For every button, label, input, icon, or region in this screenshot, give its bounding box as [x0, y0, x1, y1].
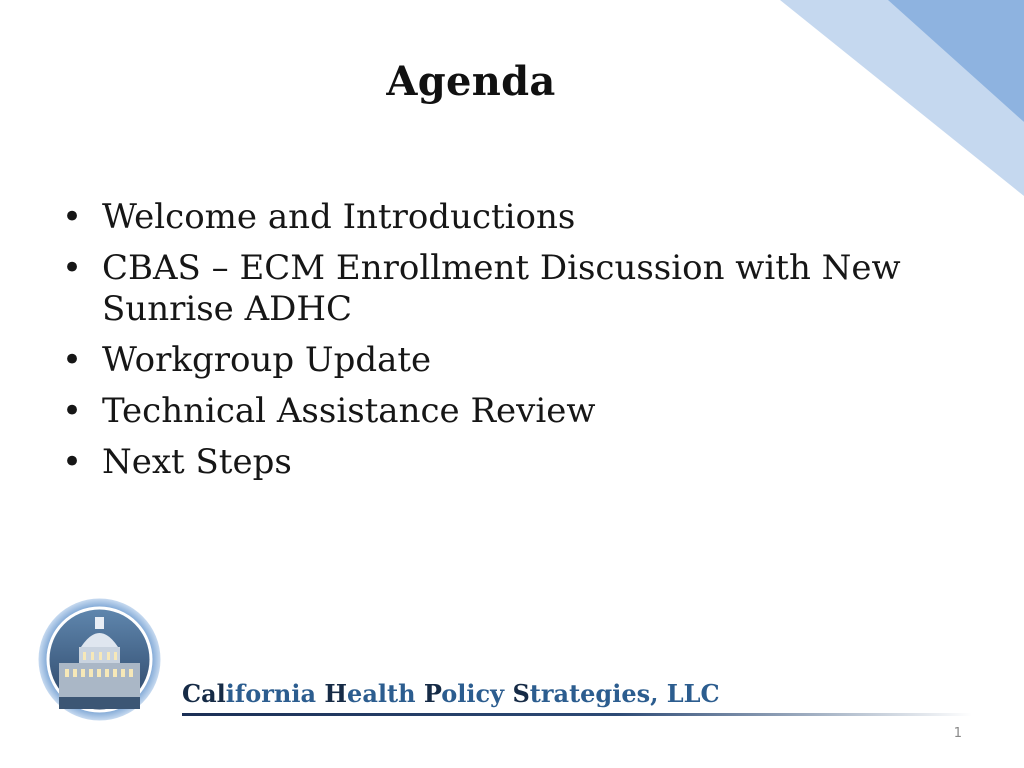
capitol-dome-seal-icon — [37, 597, 162, 722]
agenda-item — [56, 197, 956, 238]
agenda-item-text: Next Steps — [102, 442, 292, 482]
org-name-segment: ifornia — [225, 679, 325, 708]
bullet: • — [62, 340, 83, 380]
agenda-item — [56, 340, 956, 381]
slide-title: Agenda — [386, 58, 556, 105]
agenda-item — [56, 442, 956, 483]
bullet: • — [62, 197, 83, 237]
footer-divider — [182, 713, 972, 716]
organization-name — [182, 679, 720, 708]
slide-number: 1 — [953, 726, 962, 741]
org-name-segment: olicy — [441, 679, 513, 708]
agenda-item-text: Technical Assistance Review — [102, 391, 596, 431]
org-name-segment: H — [324, 679, 348, 708]
bullet: • — [62, 391, 83, 431]
agenda-item — [56, 248, 956, 330]
agenda-list — [56, 197, 956, 493]
bullet: • — [62, 248, 83, 288]
org-name-segment: Cal — [182, 679, 226, 708]
agenda-item-text: Workgroup Update — [102, 340, 432, 380]
agenda-item-text: CBAS – ECM Enrollment Discussion with New Sunrise ADHC — [102, 248, 901, 329]
org-name-segment: S — [512, 679, 530, 708]
agenda-item — [56, 391, 956, 432]
org-name-segment: P — [423, 679, 442, 708]
agenda-item-text: Welcome and Introductions — [102, 197, 576, 237]
org-name-segment: trategies, LLC — [529, 679, 720, 708]
org-name-segment: ealth — [347, 679, 424, 708]
bullet: • — [62, 442, 83, 482]
